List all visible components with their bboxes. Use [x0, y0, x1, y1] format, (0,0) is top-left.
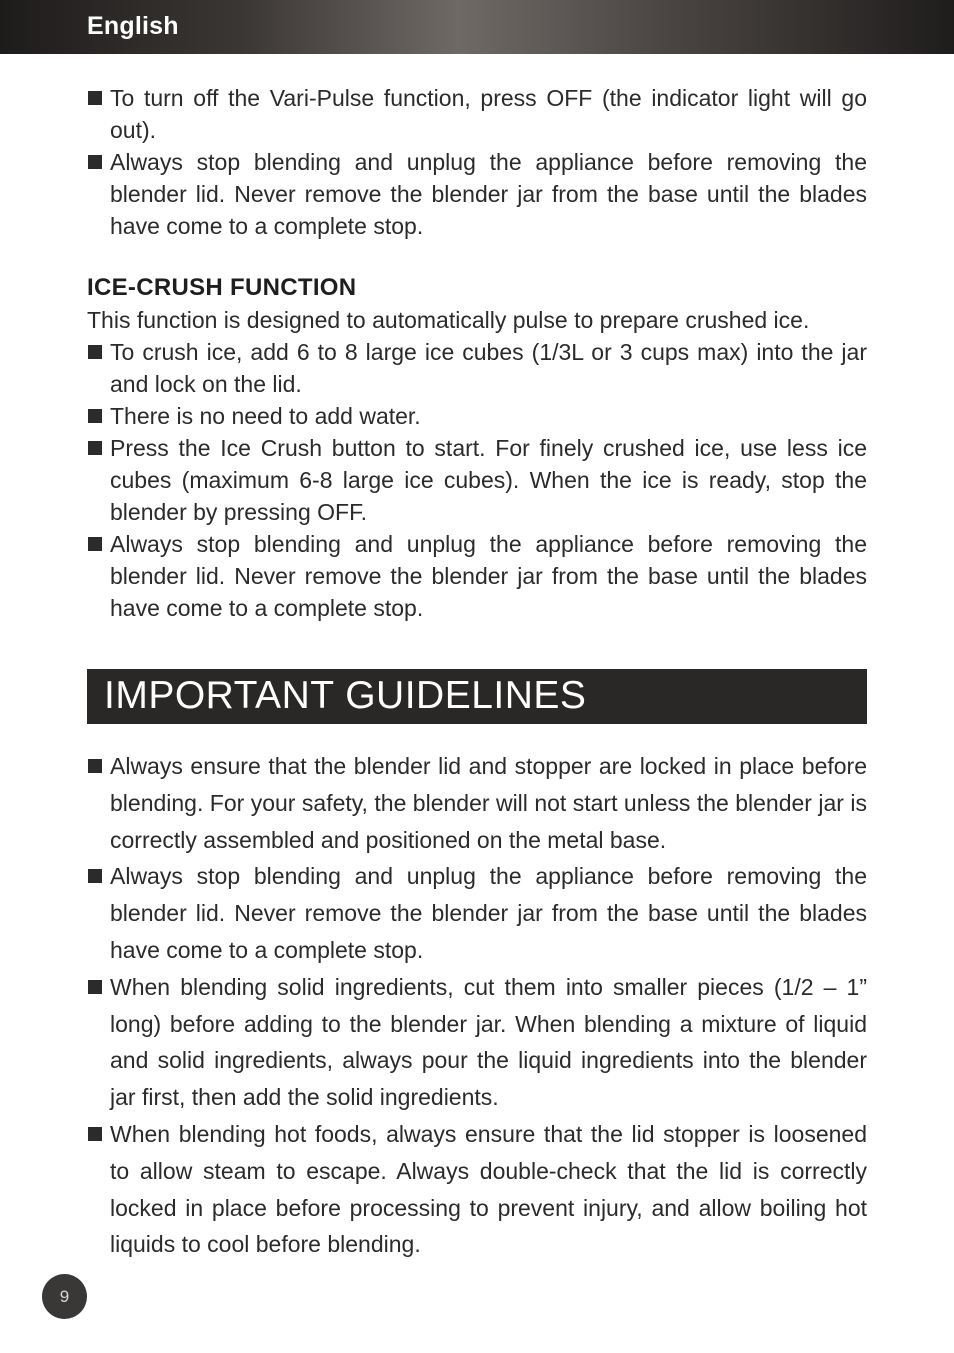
bullet-item: Always ensure that the blender lid and stopper are locked in place before blending. For your safety, the blender will not start unless the blender jar is correctly assembled and positioned on the metal base. [87, 748, 867, 858]
ice-crush-section [87, 272, 867, 624]
guidelines-title: IMPORTANT GUIDELINES [104, 674, 587, 717]
header-bar [0, 0, 954, 54]
bullet-item: Always stop blending and unplug the appliance before removing the blender lid. Never remove the blender jar from the base until the blades have come to a complete stop. [87, 146, 867, 242]
bullet-item: To crush ice, add 6 to 8 large ice cubes (1/3L or 3 cups max) into the jar and lock on the lid. [87, 336, 867, 400]
guidelines-banner [87, 669, 867, 724]
bullet-item: To turn off the Vari-Pulse function, press OFF (the indicator light will go out). [87, 82, 867, 146]
section-intro: This function is designed to automatically pulse to prepare crushed ice. [87, 307, 810, 333]
language-label: English [87, 12, 179, 40]
bullet-item: There is no need to add water. [87, 400, 867, 432]
bullet-item: Always stop blending and unplug the appliance before removing the blender lid. Never remove the blender jar from the base until the blades have come to a complete stop. [87, 858, 867, 968]
bullet-item: Always stop blending and unplug the appliance before removing the blender lid. Never remove the blender jar from the base until the blades have come to a complete stop. [87, 528, 867, 624]
page-number: 9 [42, 1274, 87, 1319]
section-heading: ICE-CRUSH FUNCTION [87, 274, 357, 301]
bullet-item: Press the Ice Crush button to start. For finely crushed ice, use less ice cubes (maximum 6-8 large ice cubes). When the ice is ready, stop the blender by pressing OFF. [87, 432, 867, 528]
bullet-item: When blending solid ingredients, cut them into smaller pieces (1/2 – 1” long) before adding to the blender jar. When blending a mixture of liquid and solid ingredients, always pour the liquid ingredients into the blender jar first, then add the solid ingredients. [87, 969, 867, 1116]
bullet-item: When blending hot foods, always ensure that the lid stopper is loosened to allow steam to escape. Always double-check that the lid is correctly locked in place before processing to prevent injury, and allow boiling hot liquids to cool before blending. [87, 1116, 867, 1263]
guidelines-list [87, 748, 867, 1263]
pulse-notes [87, 82, 867, 242]
